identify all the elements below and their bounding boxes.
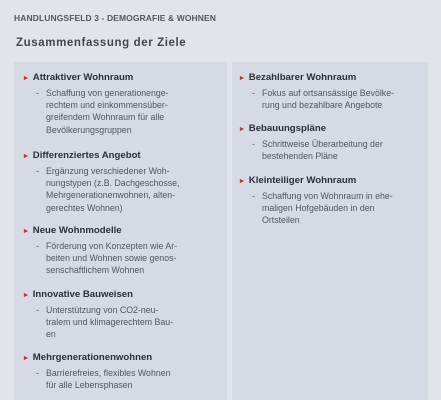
goal-item: ▸ Differenziertes Angebot - Ergänzung verschiedener Woh- nungstypen (z.B. Dachgeschosse, Mehrgenerationenwohnen, alten- gerechtes Wohnen) — [24, 150, 180, 213]
goal-item: ▸ Kleinteiliger Wohnraum - Schaffung von Wohnraum in ehe- maligen Hofgebäuden in den Ortsteilen — [240, 175, 393, 226]
goal-item: ▸ Attraktiver Wohnraum - Schaffung von generationenge- rechtem und einkommensüber- greifendem Wohnraum für alle Bevölkerungsgruppen — [24, 72, 169, 135]
goal-title: Neue Wohnmodelle — [32, 225, 122, 236]
arrow-bullet-icon: ▸ — [24, 290, 28, 299]
arrow-bullet-icon: ▸ — [240, 73, 244, 82]
goal-description: Schaffung von generationenge- rechtem und einkommensüber- greifendem Wohnraum für alle Bevölkerungsgruppen — [46, 88, 169, 135]
left-goals-panel — [14, 62, 227, 400]
goal-title: Bezahlbarer Wohnraum — [248, 72, 357, 83]
goal-item: ▸ Bebauungspläne - Schrittweise Überarbeitung der bestehenden Pläne — [240, 123, 383, 162]
goal-item: ▸ Innovative Bauweisen - Unterstützung von CO2-neu- tralem und klimagerechtem Bau- en — [24, 289, 174, 340]
goal-description: Barrierefreies, flexibles Wohnen für alle Lebensphasen — [46, 368, 171, 391]
arrow-bullet-icon: ▸ — [240, 176, 244, 185]
arrow-bullet-icon: ▸ — [24, 73, 28, 82]
goal-description: Fokus auf ortsansässige Bevölke- rung und bezahlbare Angebote — [262, 88, 395, 111]
goal-description: Schaffung von Wohnraum in ehe- maligen Hofgebäuden in den Ortsteilen — [262, 191, 393, 226]
goal-item: ▸ Neue Wohnmodelle - Förderung von Konzepten wie Ar- beiten und Wohnen sowie genos- senschaftlichem Wohnen — [24, 225, 178, 276]
right-goals-panel — [232, 62, 428, 400]
goal-title: Kleinteiliger Wohnraum — [248, 175, 357, 186]
arrow-bullet-icon: ▸ — [24, 151, 28, 160]
arrow-bullet-icon: ▸ — [240, 124, 244, 133]
goal-item: ▸ Mehrgenerationenwohnen - Barrierefreies, flexibles Wohnen für alle Lebensphasen — [24, 352, 171, 391]
goal-title: Innovative Bauweisen — [32, 289, 133, 300]
goal-description: Schrittweise Überarbeitung der bestehenden Pläne — [262, 139, 383, 162]
arrow-bullet-icon: ▸ — [24, 226, 28, 235]
goal-description: Unterstützung von CO2-neu- tralem und klimagerechtem Bau- en — [46, 305, 174, 340]
goal-description: Ergänzung verschiedener Woh- nungstypen (z.B. Dachgeschosse, Mehrgenerationenwohnen, alten- gerechtes Wohnen) — [46, 166, 180, 213]
goal-title: Differenziertes Angebot — [32, 150, 141, 161]
goal-title: Attraktiver Wohnraum — [32, 72, 134, 83]
goal-title: Mehrgenerationenwohnen — [32, 352, 153, 363]
goal-item: ▸ Bezahlbarer Wohnraum - Fokus auf ortsansässige Bevölke- rung und bezahlbare Angebote — [240, 72, 395, 111]
goal-title: Bebauungspläne — [248, 123, 327, 134]
page-header: HANDLUNGSFELD 3 - DEMOGRAFIE & WOHNEN — [14, 13, 217, 23]
goal-description: Förderung von Konzepten wie Ar- beiten und Wohnen sowie genos- senschaftlichem Wohnen — [46, 241, 178, 276]
arrow-bullet-icon: ▸ — [24, 353, 28, 362]
section-title: Zusammenfassung der Ziele — [16, 37, 187, 49]
